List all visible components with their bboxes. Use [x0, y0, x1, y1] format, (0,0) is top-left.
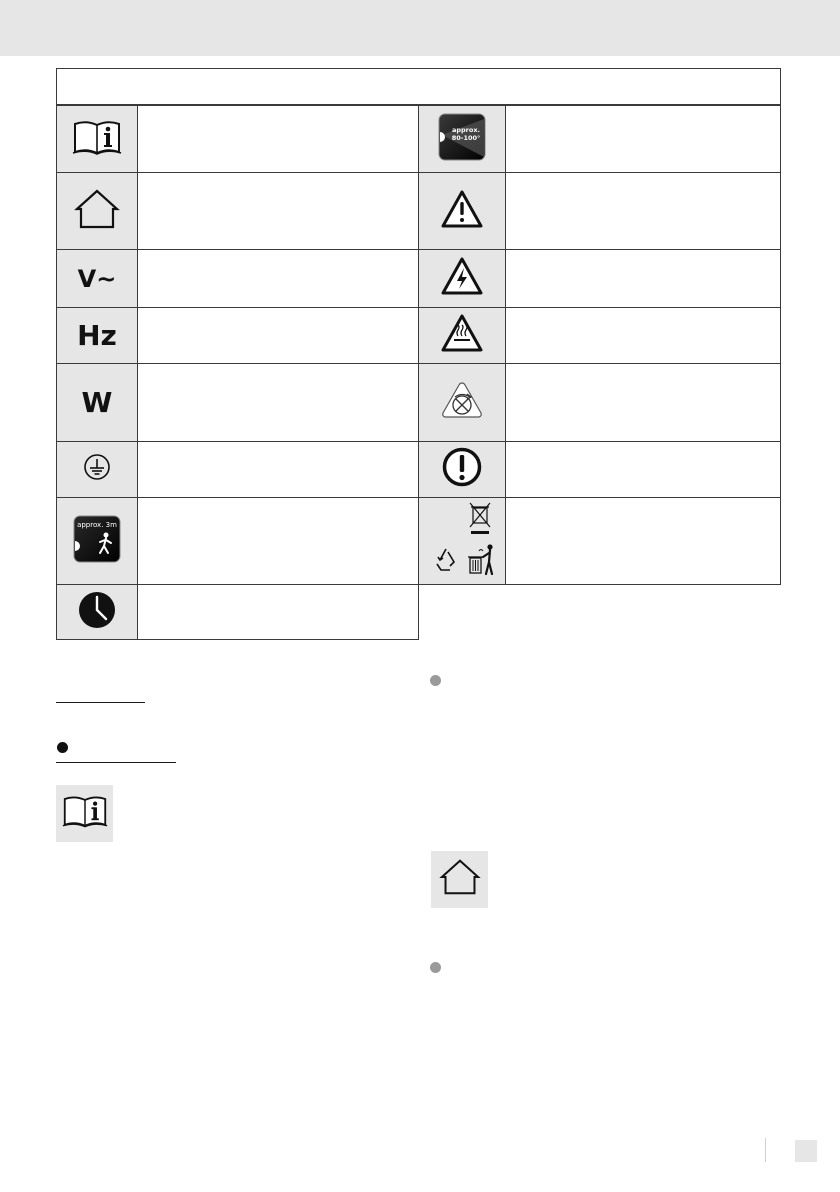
cell-notice	[418, 441, 506, 498]
hot-surface-icon	[441, 314, 483, 357]
cell-hot	[418, 307, 506, 364]
cell-sensor	[418, 363, 506, 442]
header-band	[0, 0, 840, 56]
clock-icon	[78, 591, 116, 634]
symbol-table	[56, 68, 781, 640]
cell-clock-text	[137, 584, 419, 640]
svg-text:approx. 3m: approx. 3m	[77, 520, 117, 529]
important-notice-icon	[442, 447, 482, 492]
subsection-heading-underline	[56, 762, 176, 763]
cell-volt	[56, 249, 138, 308]
manual-info-icon	[62, 793, 108, 834]
house-icon	[438, 858, 482, 901]
cell-volt-text	[137, 249, 419, 308]
cell-recycle	[418, 497, 506, 585]
cell-angle	[418, 105, 506, 173]
manual-notice-box	[56, 785, 113, 842]
cell-shock	[418, 249, 506, 308]
warning-triangle-icon	[441, 190, 483, 233]
cell-house	[56, 172, 138, 250]
cell-sensor-text	[505, 363, 781, 442]
svg-text:approx.: approx.	[451, 125, 481, 134]
table-header	[56, 68, 781, 105]
section-bullet	[57, 742, 68, 753]
cell-recycle-text	[505, 497, 781, 585]
section-heading-underline	[56, 702, 145, 703]
protective-earth-icon	[83, 453, 111, 486]
cell-hot-text	[505, 307, 781, 364]
page-number-box	[795, 1140, 817, 1162]
cell-range-text	[137, 497, 419, 585]
cell-range	[56, 497, 138, 585]
cell-house-text	[137, 172, 419, 250]
cell-watt-text	[137, 363, 419, 442]
electric-shock-icon	[441, 257, 483, 300]
manual-info-icon	[72, 118, 122, 161]
list-bullet	[430, 962, 441, 973]
footer-divider	[765, 1138, 766, 1162]
cell-warning-text	[505, 172, 781, 250]
cell-earth-text	[137, 441, 419, 498]
recycling-disposal-icon	[426, 500, 498, 583]
cell-manual-text	[137, 105, 419, 173]
detection-range-icon	[73, 515, 121, 568]
cell-angle-text	[505, 105, 781, 173]
detection-angle-icon	[438, 113, 486, 166]
watt-icon: W	[81, 386, 113, 419]
cell-manual	[56, 105, 138, 173]
cell-clock	[56, 584, 138, 640]
cell-earth	[56, 441, 138, 498]
cell-hertz-text	[137, 307, 419, 364]
hertz-icon: Hz	[77, 319, 117, 352]
indoor-use-box	[431, 851, 488, 908]
volt-ac-icon: V~	[77, 264, 117, 293]
cell-warning	[418, 172, 506, 250]
house-icon	[73, 188, 121, 235]
cell-hertz	[56, 307, 138, 364]
svg-text:80-100°: 80-100°	[451, 133, 481, 142]
cell-watt	[56, 363, 138, 442]
motion-sensor-icon	[440, 380, 484, 425]
cell-shock-text	[505, 249, 781, 308]
cell-notice-text	[505, 441, 781, 498]
list-bullet	[430, 675, 441, 686]
